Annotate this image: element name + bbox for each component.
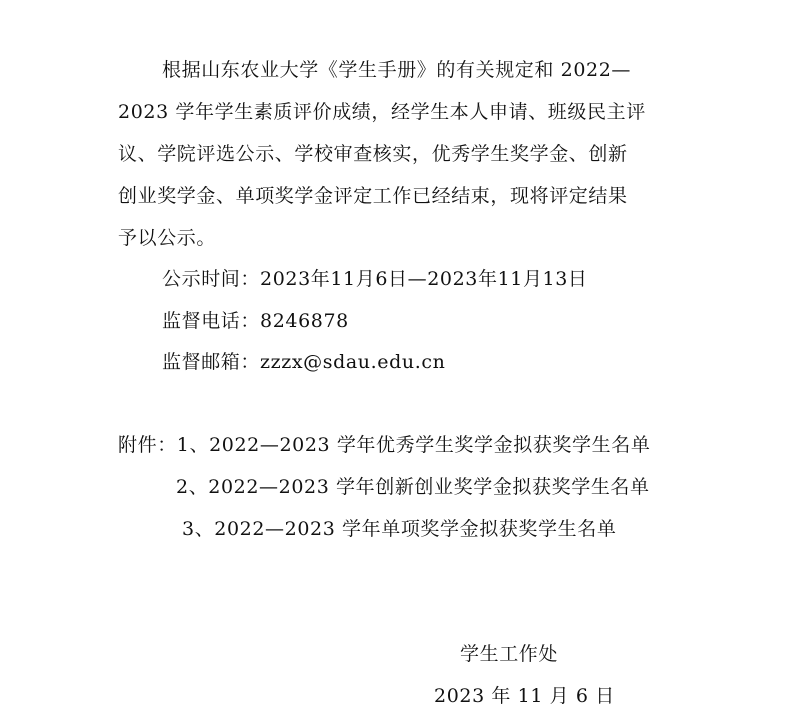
attachment-1: 附件：1、2022—2023 学年优秀学生奖学金拟获奖学生名单: [118, 434, 651, 456]
signature-office: 学生工作处: [460, 643, 559, 665]
publicity-period: 公示时间：2023年11月6日—2023年11月13日: [162, 268, 588, 290]
signature-date: 2023 年 11 月 6 日: [434, 685, 615, 707]
body-line-1: 根据山东农业大学《学生手册》的有关规定和 2022—: [162, 59, 631, 81]
body-line-5: 予以公示。: [118, 227, 217, 249]
attachment-2: 2、2022—2023 学年创新创业奖学金拟获奖学生名单: [176, 476, 650, 498]
body-line-4: 创业奖学金、单项奖学金评定工作已经结束，现将评定结果: [118, 185, 628, 207]
supervision-phone: 监督电话：8246878: [162, 310, 349, 332]
body-line-2: 2023 学年学生素质评价成绩，经学生本人申请、班级民主评: [118, 101, 646, 123]
supervision-email: 监督邮箱：zzzx@sdau.edu.cn: [162, 351, 446, 373]
attachment-3: 3、2022—2023 学年单项奖学金拟获奖学生名单: [182, 518, 617, 540]
body-line-3: 议、学院评选公示、学校审查核实，优秀学生奖学金、创新: [118, 143, 628, 165]
